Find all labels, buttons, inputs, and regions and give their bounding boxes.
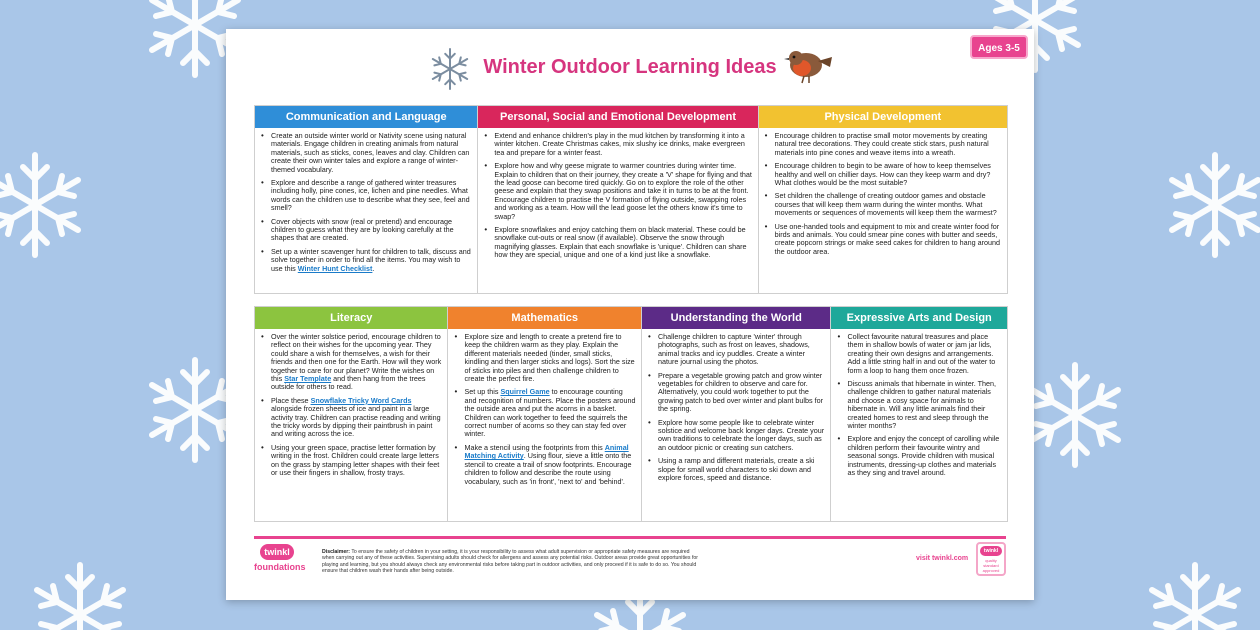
list-item: • Cover objects with snow (real or pretend) and encourage children to guess what they are by looking carefully at the shapes that are created. (259, 218, 472, 243)
age-badge: Ages 3-5 (970, 35, 1028, 59)
list-item: • Explore and enjoy the concept of carolling while children perform their favourite wintry and seasonal songs. Provide children with musical instruments, dressing-up clothes and materials as they sing and travel around. (835, 435, 1002, 477)
column-header: Communication and Language (255, 106, 477, 128)
snowflake-decoration-icon (25, 560, 135, 630)
column-header: Mathematics (448, 307, 640, 329)
list-item: • Set up this Squirrel Game to encourage counting and recognition of numbers. Place the posters around the outside area and put the acorns in a basket. Children can work together to feed the squirrels the correct number of acorns so they can stay fed over winter. (452, 388, 635, 438)
robin-icon (782, 43, 836, 87)
column-physical-development (759, 106, 1007, 293)
list-item: • Prepare a vegetable growing patch and grow winter vegetables for children to observe and care for. Alternatively, you could work together to put the growing patch to bed over winter and plant bulbs for the spring. (646, 372, 826, 414)
area-row-2 (254, 306, 1008, 522)
column-literacy (255, 307, 448, 521)
disclaimer: Disclaimer: To ensure the safety of children in your setting, it is your responsibility to assess what adult supervision or appropriate safety measures are required when carrying out any of these activities. Supervising adults should check for allergens and assess any potential risks. Outdoor areas provide great opportunities for playing and learning, but you should always check any environmental risks before taking part in outdoor activities, and only proceed if it is safe to do so. You should ensure that children wash their hands after being outside. (322, 549, 699, 574)
column-header: Expressive Arts and Design (831, 307, 1007, 329)
column-mathematics (448, 307, 641, 521)
list-item: • Explore size and length to create a pretend fire to keep the children warm as they play. Explain the different materials needed (tinder, small sticks, kindling and then larger sticks and logs). Sort the size of sticks into piles and then challenge children to create the perfect fire. (452, 333, 635, 383)
list-item: • Set children the challenge of creating outdoor games and obstacle courses that will keep them warm during the winter months. What movements or sequences of movements will keep them the warmest? (763, 192, 1002, 217)
snowflake-decoration-icon (1160, 150, 1260, 260)
list-item: • Explore how some people like to celebrate winter solstice and welcome back longer days. Create your own traditions to celebrate the longer days, such as an outdoor picnic or creating sun catchers. (646, 419, 826, 453)
list-item: • Over the winter solstice period, encourage children to reflect on their wishes for the upcoming year. They could share a wish for themselves, a wish for their friends and then one for the Earth. How will they work together to care for our planet? Write the wishes on this Star Template and then hang from the trees outside for others to read. (259, 333, 442, 392)
snowflake-tricky-word-cards-link[interactable]: Snowflake Tricky Word Cards (310, 395, 412, 405)
list-item: • Using your green space, practise letter formation by writing in the frost. Children could create large letters on the grass by stamping letter shapes with their feet or use their fingers in shallow, frosty trays. (259, 444, 442, 478)
list-item: • Set up a winter scavenger hunt for children to talk, discuss and solve together in order to find all the items. You may wish to use this Winter Hunt Checklist. (259, 248, 472, 273)
list-item: • Explore and describe a range of gathered winter treasures including holly, pine cones, ice, lichen and pine needles. What words can the children use to describe what they see, feel and smell? (259, 179, 472, 213)
logo-text-bottom: foundations (254, 562, 306, 572)
logo-text-top: twinkl (260, 544, 294, 560)
column-communication-language (255, 106, 478, 293)
area-row-1 (254, 105, 1008, 294)
list-item: • Make a stencil using the footprints from this Animal Matching Activity. Using flour, sieve a little onto the stencil to create a trail of snow footprints. Encourage children to follow and describe the route using vocabulary, such as 'in front', 'next to' and 'behind'. (452, 444, 635, 486)
list-item: • Challenge children to capture 'winter' through photographs, such as frost on leaves, shadows, animal tracks and icy puddles. Create a winter nature journal using the photos. (646, 333, 826, 367)
visit-link[interactable]: visit twinkl.com (916, 555, 969, 562)
column-header: Physical Development (759, 106, 1007, 128)
list-item: • Extend and enhance children's play in the mud kitchen by transforming it into a winter kitchen. Create Christmas cakes, mix slushy ice drinks, make evergreen tea and prepare for a winter feast. (482, 132, 752, 157)
list-item: • Encourage children to practise small motor movements by creating natural tree decorations. They could create stick stars, push natural materials into pine cones and weave items into a wreath. (763, 132, 1002, 157)
squirrel-game-link[interactable]: Squirrel Game (500, 387, 550, 397)
snowflake-decoration-icon (1020, 360, 1130, 470)
list-item: • Use one-handed tools and equipment to mix and create winter food for birds and animals. You could smear pine cones with butter and seeds, create popcorn strings or make seed cakes for children to hang around the outdoor area. (763, 223, 1002, 257)
winter-hunt-checklist-link[interactable]: Winter Hunt Checklist (297, 263, 373, 273)
column-header: Personal, Social and Emotional Development (478, 106, 757, 128)
list-item: • Create an outside winter world or Nativity scene using natural materials. Engage children in creating animals from natural materials, such as sticks, cones, leaves and clay. Children can create their own winter tales and explore a range of winter-themed vocabulary. (259, 132, 472, 174)
list-item: • Explore snowflakes and enjoy catching them on black material. These could be snowflake cut-outs or real snow (if available). Observe the snow through magnifying glasses. Explain that each snowflake is 'unique'. Children can share how they are special, unique and one of a kind just like a snowflake. (482, 226, 752, 260)
animal-matching-activity-link[interactable]: Animal Matching Activity (464, 442, 629, 461)
activity-sheet (226, 29, 1034, 600)
column-header: Literacy (255, 307, 447, 329)
column-psed (478, 106, 758, 293)
snowflake-decoration-icon (1140, 560, 1250, 630)
column-expressive-arts (831, 307, 1007, 521)
list-item: • Collect favourite natural treasures and place them in shallow bowls of water or jam jar lids, creating their own designs and arrangements. Add a little string half in and out of the water to form a loop to hang them once frozen. (835, 333, 1002, 375)
list-item: • Encourage children to begin to be aware of how to keep themselves healthy and well on chillier days. How can they keep warm and dry? What clothes would be the most suitable? (763, 162, 1002, 187)
page-title: Winter Outdoor Learning Ideas (483, 56, 777, 78)
star-template-link[interactable]: Star Template (284, 374, 332, 384)
list-item: • Explore how and why geese migrate to warmer countries during winter time. Explain to children that on their journey, they create a 'V' shape for flying and that the lead goose can become tired quickly. Go on to explore the role of the other geese and explain that they swap positions and take it in turns to be at the front. Encourage children to practise the V formation of flying outside, swapping roles and working as a team. How will the lead goose let the others know it's time to swap? (482, 162, 752, 221)
snowflake-decoration-icon (0, 150, 90, 260)
footer-divider (254, 536, 1006, 539)
twinkl-foundations-logo (254, 542, 304, 586)
list-item: • Discuss animals that hibernate in winter. Then, challenge children to gather natural materials and choose a cosy space for animals to hibernate in. Will any little animals find their created homes to rest and sleep through the winter months? (835, 380, 1002, 430)
list-item: • Place these Snowflake Tricky Word Cards alongside frozen sheets of ice and paint in a large activity tray. Children can practise reading and writing the tricky words by dipping their paintbrush in paint and writing across the ice. (259, 397, 442, 439)
quality-badge: twinkl quality standard approved (976, 542, 1006, 576)
column-header: Understanding the World (642, 307, 831, 329)
list-item: • Using a ramp and different materials, create a ski slope for small world characters to ski down and explore forces, speed and distance. (646, 457, 826, 482)
column-understanding-world (642, 307, 832, 521)
